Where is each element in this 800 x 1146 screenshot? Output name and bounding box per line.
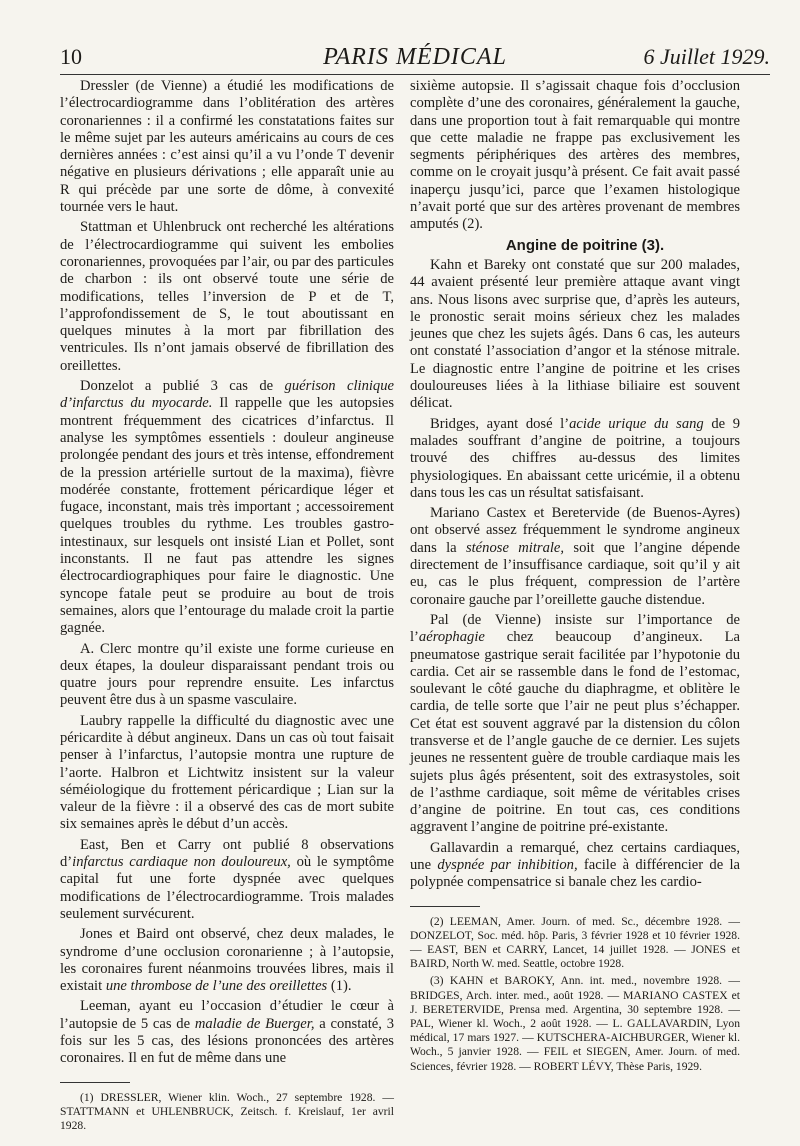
paragraph: Leeman, ayant eu l’occasion d’étudier le cœur à l’autopsie de 5 cas de maladie de Buerger, a constaté, 3 fois sur les 5 cas, des lésions prononcées des artères coronaires. Il en fut de même dans une bbox=[60, 998, 394, 1067]
left-column bbox=[60, 78, 394, 1136]
paragraph: Dressler (de Vienne) a étudié les modifications de l’électrocardiogramme dans l’oblitération des artères coronariennes : il a confirmé les constatations faites sur le même sujet par les auteurs américains au cours de ces dernières années : c’est ainsi qu’il a vu l’onde T devenir négative en plusieurs dérivations ; elle apparaît unie au R qui précède par une sorte de dôme, à convexité tournée vers le haut. bbox=[60, 78, 394, 216]
paragraph: Jones et Baird ont observé, chez deux malades, le syndrome d’une occlusion coronarienne ; à l’autopsie, les coronaires furent néanmoins trouvées libres, mais il existait une thrombose de l’une des oreillettes (1). bbox=[60, 926, 394, 995]
paragraph: Bridges, ayant dosé l’acide urique du sang de 9 malades souffrant d’angine de poitrine, a toujours trouvé des chiffres au-dessus des limites physiologiques. En abaissant cette uricémie, il a obtenu dans tous les cas un résultat satisfaisant. bbox=[410, 415, 740, 501]
paragraph: Pal (de Vienne) insiste sur l’importance de l’aérophagie chez beaucoup d’angineux. La pneumatose gastrique serait facilitée par l’hypotonie du cardia. Cet air se rassemble dans le fond de l’estomac, soulevant le côté gauche du diaphragme, et oblitère le cardia, de telle sorte que l’air ne peut plus s’échapper. Cet état est souvent aggravé par la distension du côlon transverse et de l’angle gauche de ce dernier. Les sujets jeunes ne ressentent guère de trouble cardiaque mais les sujets plus âgés présentent, soit des extrasystoles, soit de l’asthme cardiaque, soit même de véritables crises d’angine de poitrine. En tout cas, ces conditions aggravent l’angine de poitrine pré-existante. bbox=[410, 611, 740, 836]
page-number: 10 bbox=[60, 44, 82, 69]
footnote-2: (2) LEEMAN, Amer. Journ. of med. Sc., décembre 1928. — DONZELOT, Soc. méd. hôp. Paris, 3 février 1928 et 10 février 1928. — EAST, BEN et CARRY, Lancet, 14 juillet 1928. — JONES et BAIRD, North W. med. Seattle, octobre 1928. bbox=[410, 914, 740, 971]
header-rule bbox=[60, 74, 770, 75]
paragraph: sixième autopsie. Il s’agissait chaque fois d’occlusion complète d’une des coronaires, généralement la gauche, dans une proportion tout à fait remarquable qui montre que cette maladie ne frappe pas exclusivement les segments périphériques des artères des membres, comme on le croyait jusqu’à présent. Ce fait avait passé inaperçu jusqu’ici, parce que l’examen histologique n’avait porté que sur des artères provenant de membres amputés (2). bbox=[410, 78, 740, 233]
footnote-rule bbox=[60, 1082, 130, 1083]
paragraph: A. Clerc montre qu’il existe une forme curieuse en deux étapes, la douleur disparaissant pendant trois ou quatre jours pour reprendre ensuite. Les infarctus peuvent être dus à un spasme vasculaire. bbox=[60, 640, 394, 709]
footnote-3: (3) KAHN et BAROKY, Ann. int. med., novembre 1928. — BRIDGES, Arch. inter. med., août 1928. — MARIANO CASTEX et J. BERETERVIDE, Prensa med. Argentina, 30 septembre 1928. — PAL, Wiener kl. Woch., 2 août 1928. — L. GALLAVARDIN, Lyon médical, 17 mars 1927. — KUTSCHERA-AICHBURGER, Wiener kl. Woch., 5 janvier 1928. — FEIL et SIEGEN, Amer. Journ. of med. Sciences, février 1928. — ROBERT LÉVY, Thèse Paris, 1929. bbox=[410, 974, 740, 1073]
issue-date: 6 Juillet 1929. bbox=[643, 44, 770, 69]
footnote-1: (1) DRESSLER, Wiener klin. Woch., 27 septembre 1928. — STATTMANN et UHLENBRUCK, Zeitsch. f. Kreislauf, 1er avril 1928. bbox=[60, 1090, 394, 1133]
journal-title: PARIS MÉDICAL bbox=[323, 44, 507, 70]
paragraph: Laubry rappelle la difficulté du diagnostic avec une péricardite à début angineux. Dans un cas où tout faisait penser à l’infarctus, l’autopsie montra une rupture de l’aorte. Halbron et Lichtwitz insistent sur la valeur séméiologique du frottement péricardique ; Lian sur la valeur de la fièvre : il a observé des cas de mort subite six semaines après le début d’un accès. bbox=[60, 712, 394, 833]
running-header bbox=[60, 44, 770, 74]
paragraph: Mariano Castex et Beretervide (de Buenos-Ayres) ont observé assez fréquemment le syndrome angineux dans la sténose mitrale, soit que l’angine dépende directement de l’insuffisance cardiaque, soit qu’il y ait eu, cas le plus fréquent, compression de l’artère coronaire gauche par l’oreillette gauche distendue. bbox=[410, 505, 740, 608]
section-heading: Angine de poitrine (3). bbox=[505, 236, 665, 254]
right-column bbox=[410, 78, 740, 1077]
footnote-rule bbox=[410, 906, 480, 907]
paragraph: Gallavardin a remarqué, chez certains cardiaques, une dyspnée par inhibition, facile à différencier de la polypnée compensatrice si banale chez les cardio- bbox=[410, 839, 740, 891]
paragraph: Stattman et Uhlenbruck ont recherché les altérations de l’électrocardiogramme qui suivent les embolies coronariennes, provoquées par l’air, ou par des particules de charbon : ils ont observé toute une série de modifications, telles l’inversion de P et de T, l’approfondissement de S, le tout aboutissant en quelques minutes à la mort par fibrillation des ventricules. Ils n’ont jamais observé de fibrillation des oreillettes. bbox=[60, 219, 394, 374]
paragraph: Kahn et Bareky ont constaté que sur 200 malades, 44 avaient présenté leur première attaque avant vingt ans. Nous lisons avec surprise que, d’après les auteurs, le pronostic serait moins sérieux chez les malades jeunes que chez les sujets âgés. Dans 6 cas, les auteurs ont constaté l’association d’angor et la sténose mitrale. Le diagnostic entre l’angine de poitrine et les crises douloureuses liées à la lithiase biliaire est souvent délicat. bbox=[410, 256, 740, 412]
paragraph: East, Ben et Carry ont publié 8 observations d’infarctus cardiaque non douloureux, où le symptôme capital fut une forte dyspnée avec quelques modifications de l’électrocardiogramme. Trois malades seulement survécurent. bbox=[60, 836, 394, 922]
paragraph: Donzelot a publié 3 cas de guérison clinique d’infarctus du myocarde. Il rappelle que les autopsies montrent fréquemment des cicatrices d’infarctus. Il analyse les symptômes essentiels : douleur angineuse prolongée pendant des jours et très intense, effondrement de la pression artérielle surtout de la maxima), fièvre modérée constante, frottement péricardique léger et fugace, inconstant, mais très important ; accessoirement quelques troubles du rythme. Les troubles gastro-intestinaux, sur lesquels ont insisté Lian et Pollet, sont inconstants. Il ne faut pas attendre les signes électrocardiographiques pour faire le diagnostic. Une syncope fatale peut se produire au bout de trois semaines, alors que l’entourage du malade croit la partie gagnée. bbox=[60, 378, 394, 637]
